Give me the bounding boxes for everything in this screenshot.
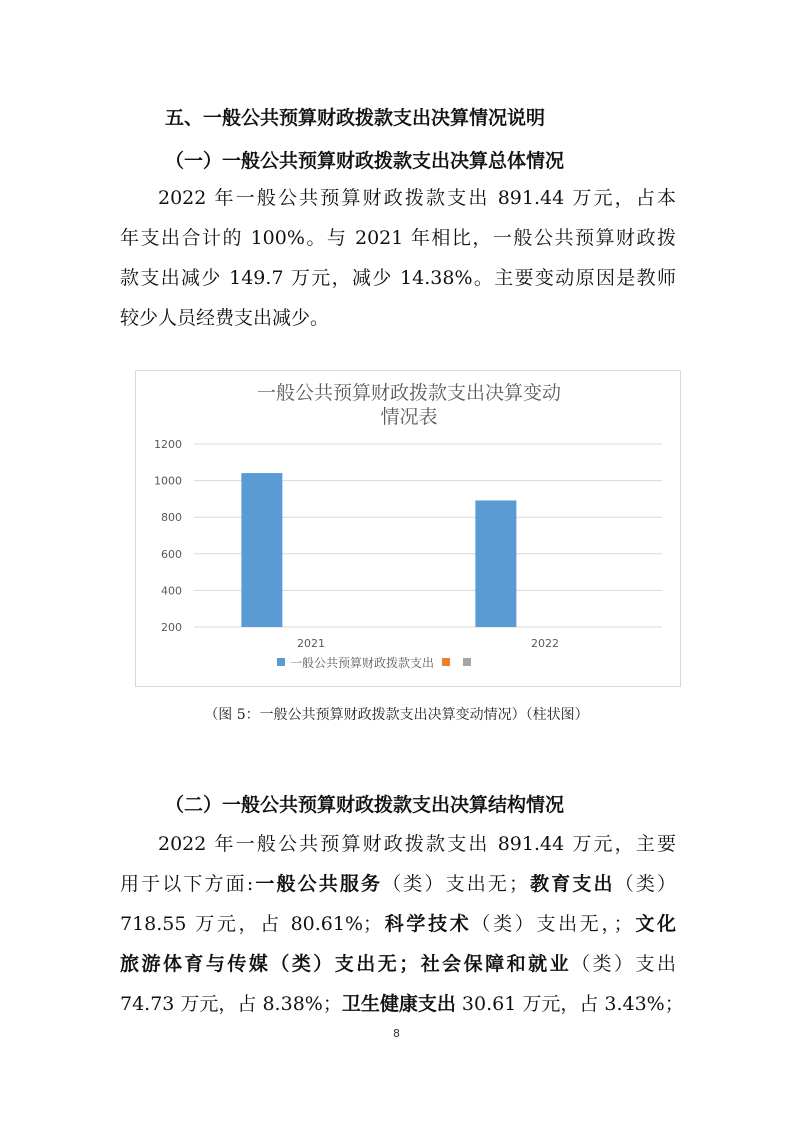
text-run: （类）支出无，；	[471, 913, 633, 935]
paragraph-line: 年支出合计的 100%。与 2021 年相比，一般公共预算财政拨	[120, 227, 676, 249]
text-run: （类）支出无；	[382, 873, 528, 895]
bar-2022	[475, 500, 516, 627]
paragraph-line	[120, 864, 676, 904]
chart-title-line-2: 情况表	[380, 406, 438, 428]
subsection-title-structure: （二）一般公共预算财政拨款支出决算结构情况	[165, 794, 565, 816]
legend-swatch	[277, 658, 285, 666]
paragraph-line: 较少人员经费支出减少。	[120, 307, 330, 329]
chart-title-line-1: 一般公共预算财政拨款支出决算变动	[256, 382, 562, 404]
paragraph-line	[120, 904, 676, 944]
bold-run: 文化	[632, 913, 676, 935]
y-tick-label: 1200	[154, 438, 182, 451]
structure-paragraph	[120, 824, 684, 1024]
chart-canvas	[136, 371, 682, 688]
x-tick-label: 2021	[297, 637, 325, 650]
text-run: 74.73 万元，占 8.38%；	[120, 993, 342, 1015]
text-run: 用于以下方面:	[120, 873, 254, 895]
text-run: 718.55 万元，占 80.61%；	[120, 913, 383, 935]
bar-2021	[241, 473, 282, 627]
bold-run: 教育支出	[528, 873, 615, 895]
overall-paragraph	[120, 178, 676, 338]
y-tick-label: 800	[161, 511, 182, 525]
paragraph-line: 2022 年一般公共预算财政拨款支出 891.44 万元，主要	[158, 833, 676, 855]
paragraph-line: 2022 年一般公共预算财政拨款支出 891.44 万元，占本	[158, 187, 676, 209]
paragraph-line: 款支出减少 149.7 万元，减少 14.38%。主要变动原因是教师	[120, 267, 676, 289]
y-tick-label: 200	[161, 621, 182, 634]
paragraph-line	[120, 984, 684, 1024]
legend-label: 一般公共预算财政拨款支出	[290, 656, 435, 670]
y-tick-label: 400	[161, 584, 182, 598]
bold-run: 科学技术	[382, 913, 472, 935]
bar-chart	[135, 370, 681, 687]
section-title: 五、一般公共预算财政拨款支出决算情况说明	[165, 107, 546, 129]
y-tick-label: 600	[161, 547, 182, 561]
legend-swatch	[442, 658, 450, 666]
subsection-title-overall: （一）一般公共预算财政拨款支出决算总体情况	[165, 150, 565, 172]
x-tick-label: 2022	[531, 637, 559, 650]
bold-run: 旅游体育与传媒（类）支出无；社会保障和就业	[120, 953, 572, 975]
page-number: 8	[393, 1027, 400, 1040]
legend-swatch	[463, 658, 471, 666]
figure-caption: （图 5：一般公共预算财政拨款支出决算变动情况）（柱状图）	[204, 707, 589, 723]
y-tick-label: 1000	[154, 474, 182, 488]
text-run: 30.61 万元，占 3.43%；	[455, 993, 684, 1015]
bold-run: 卫生健康支出	[341, 993, 456, 1015]
bold-run: 一般公共服务	[253, 873, 383, 895]
paragraph-line	[120, 944, 676, 984]
text-run: （类）	[614, 873, 676, 895]
text-run: （类）支出	[571, 953, 676, 975]
